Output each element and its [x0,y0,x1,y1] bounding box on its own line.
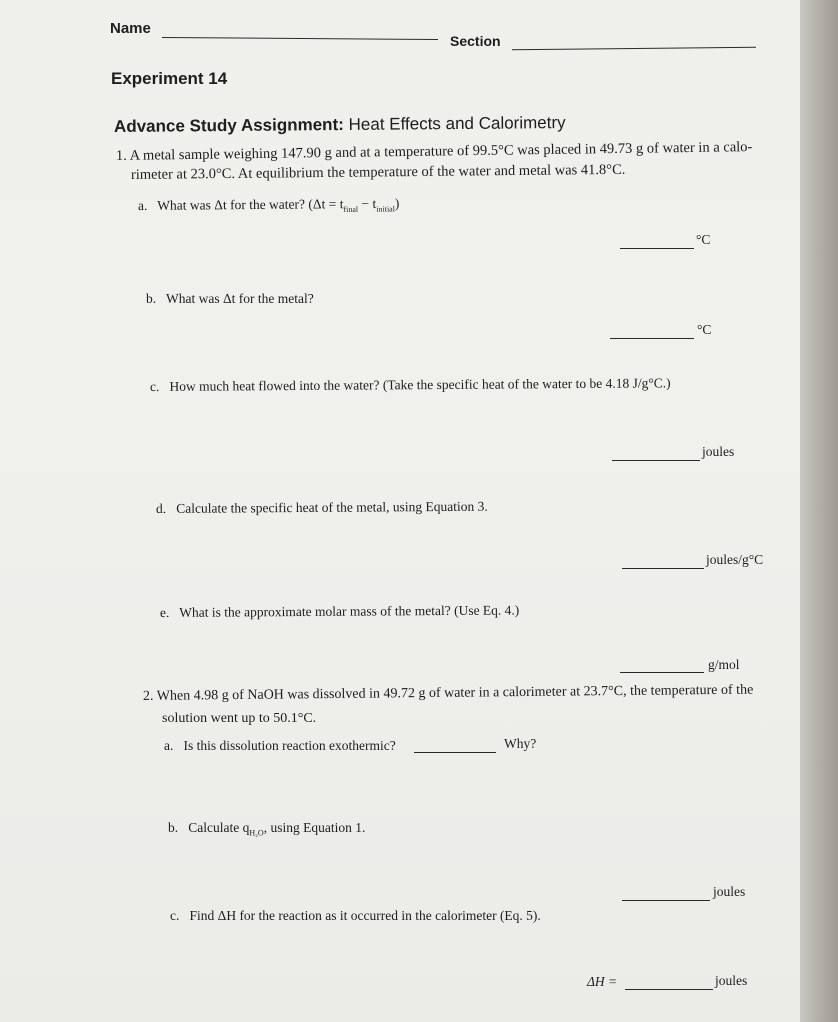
q1a-sub-final: final [343,204,359,214]
q1b-answer-field[interactable] [610,338,694,339]
q1a-letter: a. [137,197,148,213]
q1e-answer-field[interactable] [620,672,704,673]
q2a-answer-field[interactable] [414,752,496,753]
q2-text-line1: When 4.98 g of NaOH was dissolved in 49.72 g of water in a calorimeter at 23.7°C, the temperature of the [156,682,754,704]
q1a-prompt [138,196,400,216]
q2b-answer-field[interactable] [622,900,710,901]
q1b-prompt [146,291,314,307]
q2a-letter: a. [164,738,174,753]
q1e-letter: e. [159,604,170,620]
q2b-text-pre: Calculate q [188,820,250,835]
q1e-prompt [160,602,519,621]
q2b-sub: H₂O [249,828,264,838]
q1c-unit: joules [702,444,735,459]
q2a-prompt [164,738,396,754]
q1a-answer-field[interactable] [620,248,694,249]
q1e-text: What is the approximate molar mass of the metal? (Use Eq. 4.) [179,602,520,620]
page-edge-shadow [800,0,838,1022]
q2b-letter: b. [168,820,179,835]
q1a-mid: − t [358,195,377,212]
q2a-why-label: Why? [504,736,537,751]
q1a-close: ) [394,195,400,211]
q1c-letter: c. [149,378,160,394]
q2b-unit: joules [713,884,746,899]
q1e-unit: g/mol [708,657,740,672]
q2c-answer-field[interactable] [625,989,713,990]
q2b-prompt [168,820,365,838]
q1b-letter: b. [146,291,157,306]
title-rest: Heat Effects and Calorimetry [348,113,566,134]
q1b-unit: °C [697,322,712,337]
title-bold: Advance Study Assignment: [113,114,344,136]
experiment-number: Experiment 14 [111,69,228,88]
q1c-answer-field[interactable] [612,460,700,461]
q1c-text: How much heat flowed into the water? (Take the specific heat of the water to be 4.18 J/g°C.) [169,375,671,394]
q1d-letter: d. [155,500,167,516]
q1a-sub-initial: initial [376,204,395,214]
q1-text-line1: A metal sample weighing 147.90 g and at a temperature of 99.5°C was placed in 49.73 g of water in a calo- [129,139,753,164]
section-label: Section [450,33,501,49]
q2c-prompt [170,908,541,924]
page-title [114,113,566,137]
q1d-unit: joules/g°C [706,552,764,567]
q1d-prompt [156,499,488,517]
q1a-text: What was Δt for the water? (Δt = t [157,196,344,213]
q1-number: 1. [115,147,127,164]
q2c-letter: c. [170,908,180,923]
q1-stem-line2: rimeter at 23.0°C. At equilibrium the temperature of the water and metal was 41.8°C. [130,161,626,183]
q1d-answer-field[interactable] [622,568,704,569]
q2c-delta-h-label: ΔH = [587,974,618,989]
q2a-text: Is this dissolution reaction exothermic? [183,738,396,753]
name-label: Name [110,20,151,37]
q2c-unit: joules [715,973,748,988]
q1b-text: What was Δt for the metal? [166,291,314,306]
q2c-text: Find ΔH for the reaction as it occurred in the calorimeter (Eq. 5). [189,908,541,923]
q1a-unit: °C [696,232,711,247]
q2-number: 2. [142,688,154,704]
q2-stem-line2: solution went up to 50.1°C. [162,711,317,726]
q1d-text: Calculate the specific heat of the metal, using Equation 3. [176,498,488,516]
q2b-text-post: , using Equation 1. [263,820,366,835]
